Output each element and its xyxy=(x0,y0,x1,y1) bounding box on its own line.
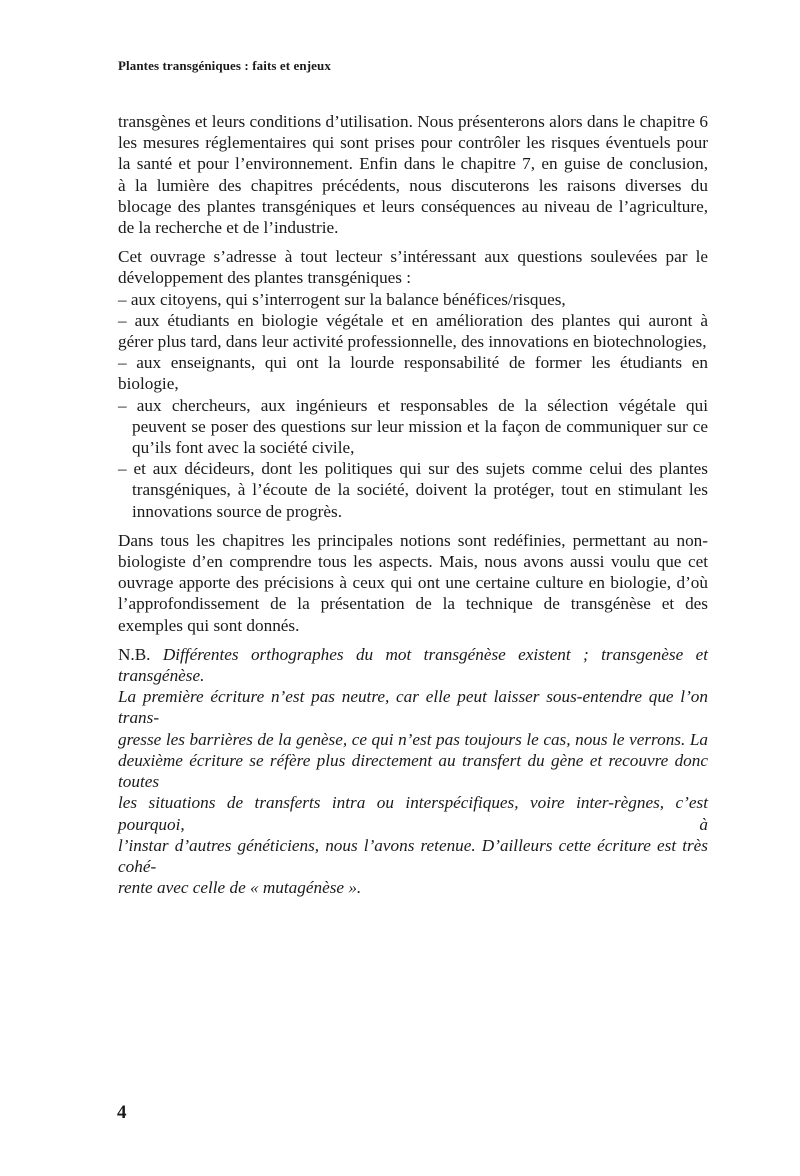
list-item-text: innovations source de progrès. xyxy=(132,501,343,521)
text-line: l’instar d’autres généticiens, nous l’avons retenue. D’ailleurs cette écriture est très cohé- xyxy=(118,835,708,876)
audience-list xyxy=(118,289,708,522)
text-line: deuxième écriture se réfère plus directement au transfert du gène et recouvre donc toutes xyxy=(118,750,708,792)
text-line: La première écriture n’est pas neutre, car elle peut laisser sous-entendre que l’on trans- xyxy=(118,687,708,728)
note-prefix: N.B. xyxy=(118,644,163,664)
text-line: la santé et pour l’environnement. Enfin dans le chapitre 7, en guise de conclusion, xyxy=(118,154,708,174)
list-item-text: peuvent se poser des questions sur leur mission et la façon de communiquer sur ce xyxy=(132,416,708,436)
list-item xyxy=(118,458,708,522)
paragraph-chapters xyxy=(118,530,708,636)
text-line: de la recherche et de l’industrie. xyxy=(118,218,339,238)
paragraph-audience xyxy=(118,246,708,522)
text-line: blocage des plantes transgéniques et leurs conséquences au niveau de l’agriculture, xyxy=(118,196,708,216)
text-line: transgènes et leurs conditions d’utilisation. Nous présenterons alors dans le chapitre 6 xyxy=(118,112,708,131)
text-line: à la lumière des chapitres précédents, nous discuterons les raisons diverses du xyxy=(118,175,708,195)
text-line: Cet ouvrage s’adresse à tout lecteur s’intéressant aux questions soulevées par le xyxy=(118,247,708,267)
list-item-text: – aux étudiants en biologie végétale et en amélioration des plantes qui auront à xyxy=(118,310,708,330)
list-item xyxy=(118,352,708,394)
list-item-text: – aux citoyens, qui s’interrogent sur la balance bénéfices/risques, xyxy=(118,289,566,309)
page-number: 4 xyxy=(117,1102,127,1123)
text-line: développement des plantes transgéniques : xyxy=(118,268,412,288)
note-first-line xyxy=(118,644,708,686)
list-item-text: gérer plus tard, dans leur activité professionnelle, des innovations en biotechnologies, xyxy=(118,332,707,352)
list-item xyxy=(118,310,708,352)
text-line: exemples qui sont donnés. xyxy=(118,615,300,635)
page-body xyxy=(118,111,708,906)
list-item xyxy=(118,395,708,459)
note-text: Différentes orthographes du mot transgénèse existent ; transgenèse et transgénèse. xyxy=(118,644,708,686)
text-line: gresse les barrières de la genèse, ce qui n’est pas toujours le cas, nous le verrons. La xyxy=(118,729,708,749)
text-line: Dans tous les chapitres les principales notions sont redéfinies, permettant au non- xyxy=(118,530,708,550)
text-line: les situations de transferts intra ou interspécifiques, voire inter-règnes, c’est pourquoi, à xyxy=(118,793,708,834)
list-item-text: transgéniques, à l’écoute de la société, doivent la protéger, tout en stimulant les xyxy=(132,480,708,500)
list-item-text: biologie, xyxy=(118,374,179,394)
paragraph-note xyxy=(118,644,708,898)
list-item xyxy=(118,289,708,310)
list-item-text: qu’ils font avec la société civile, xyxy=(132,438,355,458)
text-line: les mesures réglementaires qui sont prises pour contrôler les risques éventuels pour xyxy=(118,133,708,153)
running-header: Plantes transgéniques : faits et enjeux xyxy=(118,58,331,73)
list-item-text: – aux chercheurs, aux ingénieurs et responsables de la sélection végétale qui xyxy=(118,395,708,415)
text-line: rente avec celle de « mutagénèse ». xyxy=(118,878,362,898)
paragraph-intro xyxy=(118,111,708,238)
list-item-text: – et aux décideurs, dont les politiques qui sur des sujets comme celui des plantes xyxy=(118,459,708,479)
text-line: ouvrage apporte des précisions à ceux qui ont une certaine culture en biologie, d’où xyxy=(118,573,708,593)
text-line: l’approfondissement de la présentation de la technique de transgénèse et des xyxy=(118,594,708,614)
text-line: biologiste d’en comprendre tous les aspects. Mais, nous avons aussi voulu que cet xyxy=(118,552,708,572)
list-item-text: – aux enseignants, qui ont la lourde responsabilité de former les étudiants en xyxy=(118,353,708,373)
